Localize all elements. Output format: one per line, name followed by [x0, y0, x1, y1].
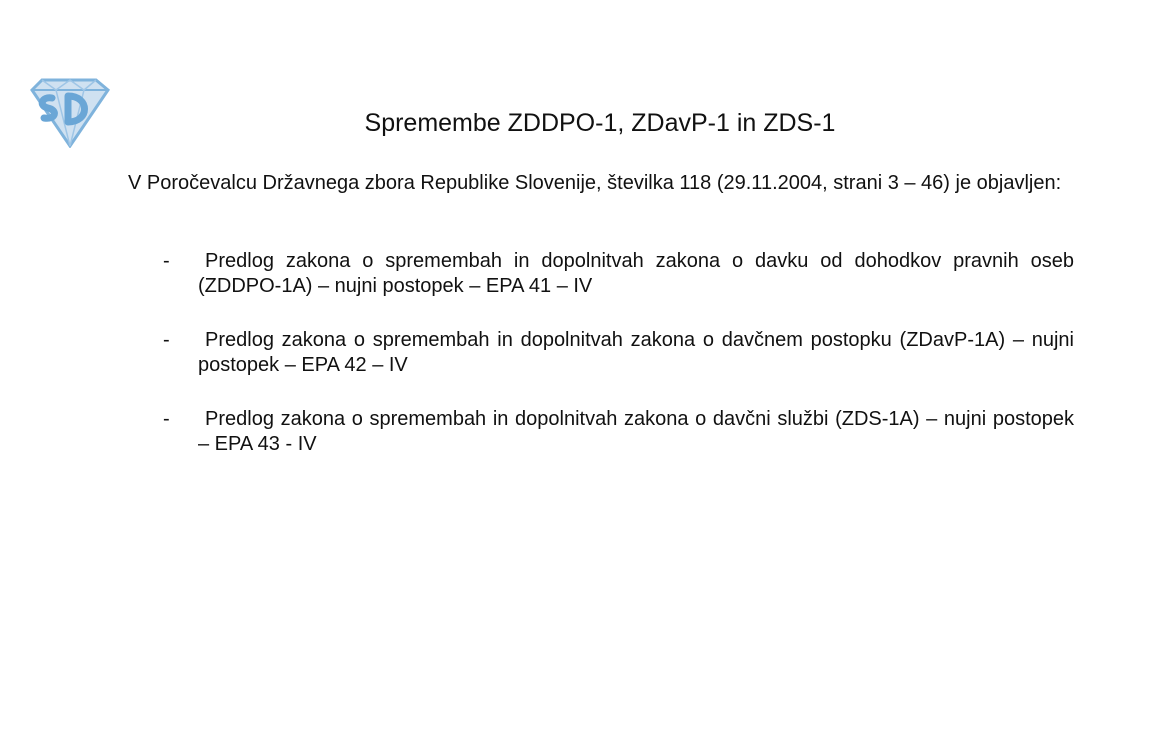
list-dash: -: [163, 250, 170, 272]
list-item: [128, 407, 1074, 457]
intro-paragraph: V Poročevalcu Državnega zbora Republike Slovenije, številka 118 (29.11.2004, strani 3 – 46) je objavljen:: [128, 172, 1062, 194]
list-item: [128, 249, 1074, 299]
list-item-text: Predlog zakona o spremembah in dopolnitvah zakona o davčni službi (ZDS-1A) – nujni postopek – EPA 43 - IV: [198, 408, 1074, 455]
list-item: [128, 328, 1074, 378]
proposal-list: [128, 249, 1074, 486]
list-item-text: Predlog zakona o spremembah in dopolnitvah zakona o davčnem postopku (ZDavP-1A) – nujni postopek – EPA 42 – IV: [198, 329, 1074, 376]
list-dash: -: [163, 329, 170, 351]
list-dash: -: [163, 408, 170, 430]
document-title: Spremembe ZDDPO-1, ZDavP-1 in ZDS-1: [364, 109, 836, 137]
list-item-text: Predlog zakona o spremembah in dopolnitvah zakona o davku od dohodkov pravnih oseb (ZDDPO-1A) – nujni postopek – EPA 41 – IV: [198, 250, 1074, 297]
